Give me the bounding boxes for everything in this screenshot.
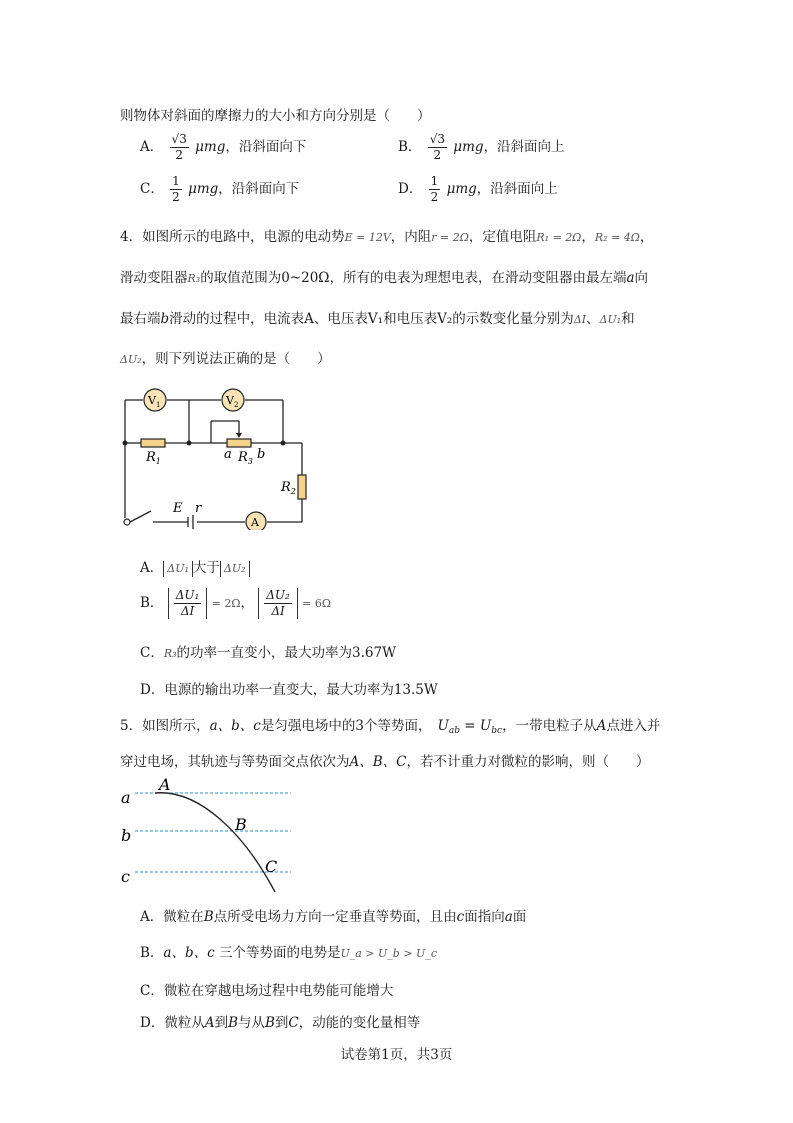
option-text: ，沿斜面向下: [218, 181, 300, 197]
q4-option-c: C．R₃的功率一直变小，最大功率为3.67W: [140, 645, 396, 661]
equipotential-figure: [115, 775, 300, 895]
internal-resistance-label: r: [195, 501, 202, 516]
ammeter-label: A: [251, 516, 259, 529]
math-expr: μmg: [188, 181, 219, 197]
slider-end-a-label: a: [224, 447, 232, 462]
emf-label: E: [173, 501, 183, 516]
math-expr: μmg: [453, 139, 484, 155]
point-c-label: C: [265, 857, 278, 876]
q4-line-1: 4．如图所示的电路中，电源的电动势E = 12V，内阻r = 2Ω，定值电阻R₁ = 2Ω，R₂ = 4Ω，: [120, 229, 654, 245]
r3-label: $R_3$: [238, 450, 253, 466]
q4-line-2: 滑动变阻器R₃的取值范围为0~20Ω，所有的电表为理想电表，在滑动变阻器由最左端a向: [120, 270, 649, 286]
q4-line-4: ΔU₂，则下列说法正确的是（ ）: [120, 351, 331, 367]
q4-option-a: A． ΔU₁ 大于 ΔU₂: [140, 556, 250, 577]
q5-option-d: D．微粒从A到B与从B到C，动能的变化量相等: [140, 1015, 421, 1031]
r2-label: $R_2$: [281, 480, 296, 496]
page-footer: 试卷第1页，共3页: [340, 1047, 453, 1063]
math-expr: μmg: [446, 181, 477, 197]
q4-option-b: B． $\frac{\text{ΔU₁}}{\Delta I}$ = 2Ω， $\frac{\text{ΔU₂}}{\Delta I}$ = 6Ω: [140, 588, 331, 618]
option-text: ，沿斜面向下: [225, 139, 307, 155]
q5-option-a: A．微粒在B点所受电场力方向一定垂直等势面，且由c面指向a面: [140, 909, 527, 925]
slider-end-b-label: b: [257, 447, 266, 462]
point-b-label: B: [235, 815, 247, 834]
q5-option-c: C．微粒在穿越电场过程中电势能可能增大: [140, 983, 394, 999]
fraction: $\frac{√3}{2}$: [429, 132, 445, 162]
q3-option-d: [398, 174, 558, 205]
point-a-label: A: [159, 775, 171, 794]
fraction: $\frac{1}{2}$: [430, 174, 439, 204]
q4-option-d: D．电源的输出功率一直变大，最大功率为13.5W: [140, 682, 438, 698]
option-text: ，沿斜面向上: [483, 139, 565, 155]
option-label: D．: [398, 181, 423, 197]
q3-option-c: [140, 174, 299, 205]
q4-line-3: 最右端b滑动的过程中，电流表A、电压表V₁和电压表V₂的示数变化量分别为ΔI、ΔU₁和: [120, 311, 635, 327]
voltmeter-2-label: $V_2$: [226, 394, 239, 409]
fraction: $\frac{√3}{2}$: [171, 132, 187, 162]
math-expr: μmg: [195, 139, 226, 155]
q3-option-a: [140, 132, 306, 163]
option-text: ，沿斜面向上: [476, 181, 558, 197]
q5-line-2: 穿过电场，其轨迹与等势面交点依次为A、B、C，若不计重力对微粒的影响，则（ ）: [120, 754, 650, 770]
q5-option-b: B．a、b、c 三个等势面的电势是U_a > U_b > U_c: [140, 945, 437, 961]
option-label: A．: [140, 139, 164, 155]
plane-b-label: b: [121, 826, 132, 845]
option-label: B．: [398, 139, 422, 155]
q5-line-1: 5．如图所示，a、b、c是匀强电场中的3个等势面， $U_{ab} = U_{bc}$，一带电粒子从A点进入并: [120, 718, 661, 736]
q3-stem: 则物体对斜面的摩擦力的大小和方向分别是（ ）: [120, 108, 431, 124]
option-label: C．: [140, 181, 164, 197]
fraction: $\frac{1}{2}$: [172, 174, 180, 204]
q3-option-b: [398, 132, 565, 163]
plane-c-label: c: [121, 867, 130, 886]
plane-a-label: a: [121, 788, 131, 807]
r1-label: $R_1$: [146, 450, 161, 466]
circuit-diagram: [115, 385, 315, 530]
voltmeter-1-label: $V_1$: [148, 394, 161, 409]
